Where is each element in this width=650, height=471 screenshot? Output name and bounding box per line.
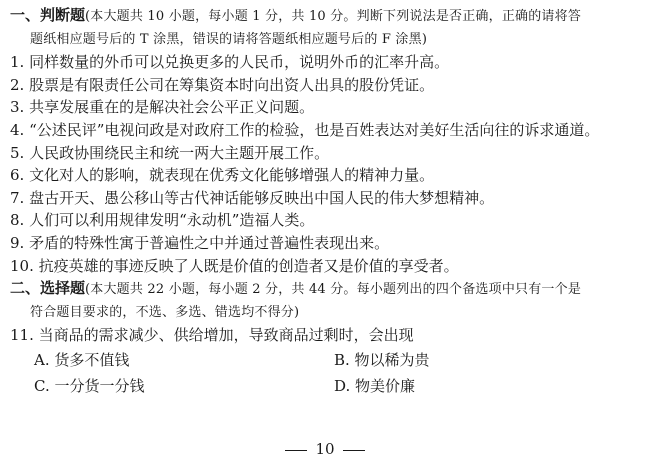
choice-question-11: 11. 当商品的需求减少、供给增加，导致商品过剩时，会出现 bbox=[10, 326, 414, 345]
judge-item-9: 9. 矛盾的特殊性寓于普遍性之中并通过普遍性表现出来。 bbox=[10, 233, 390, 252]
judge-item-6: 6. 文化对人的影响，就表现在优秀文化能够增强人的精神力量。 bbox=[10, 166, 435, 185]
section2-note-line2: 符合题目要求的，不选、多选、错选均不得分) bbox=[30, 304, 300, 320]
option-c: C. 一分货一分钱 bbox=[34, 376, 145, 395]
option-b: B. 物以稀为贵 bbox=[334, 350, 430, 369]
dash-left bbox=[285, 450, 307, 451]
judge-item-4: 4. “公述民评”电视问政是对政府工作的检验，也是百姓表达对美好生活向往的诉求通道。 bbox=[10, 120, 600, 139]
judge-item-3: 3. 共享发展重在的是解决社会公平正义问题。 bbox=[10, 98, 315, 117]
judge-item-8: 8. 人们可以利用规律发明“永动机”造福人类。 bbox=[10, 211, 315, 230]
section1-note-line1: (本大题共 10 小题，每小题 1 分，共 10 分。判断下列说法是否正确，正确的请将答 bbox=[85, 9, 582, 24]
judge-item-1: 1. 同样数量的外币可以兑换更多的人民币，说明外币的汇率升高。 bbox=[10, 53, 450, 72]
section2-heading: 二、选择题 bbox=[10, 279, 86, 298]
judge-item-7: 7. 盘古开天、愚公移山等古代神话能够反映出中国人民的伟大梦想精神。 bbox=[10, 188, 495, 207]
section2-header bbox=[10, 277, 638, 302]
choice-options bbox=[10, 347, 638, 399]
judge-item-10: 10. 抗疫英雄的事迹反映了人既是价值的创造者又是价值的享受者。 bbox=[10, 256, 459, 275]
section1-heading: 一、判断题 bbox=[10, 6, 86, 24]
option-d: D. 物美价廉 bbox=[334, 376, 416, 395]
section1-header bbox=[10, 4, 638, 29]
page-number-text: 10 bbox=[315, 440, 335, 458]
section2-note-line1: (本大题共 22 小题，每小题 2 分，共 44 分。每小题列出的四个备选项中只有一个是 bbox=[85, 282, 582, 298]
page-number bbox=[0, 440, 650, 458]
judge-item-2: 2. 股票是有限责任公司在筹集资本时向出资人出具的股份凭证。 bbox=[10, 75, 435, 94]
judge-item-5: 5. 人民政协围绕民主和统一两大主题开展工作。 bbox=[10, 143, 330, 162]
dash-right bbox=[343, 450, 365, 451]
section1-note-line2: 题纸相应题号后的 T 涂黑，错误的请将答题纸相应题号后的 F 涂黑) bbox=[30, 31, 428, 47]
option-a: A. 货多不值钱 bbox=[34, 350, 130, 369]
